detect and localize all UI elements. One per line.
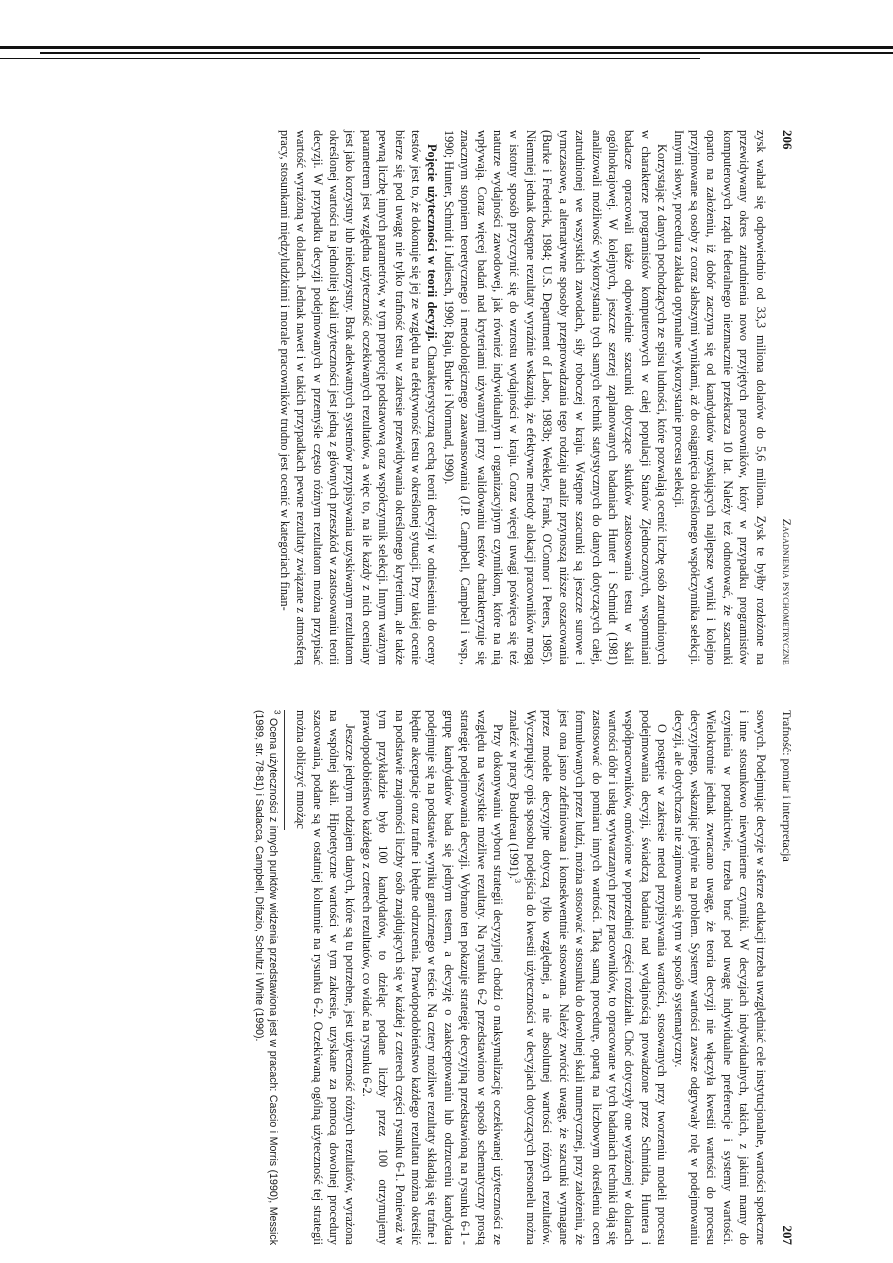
page-number: 206 [780, 130, 795, 150]
running-head: Trafność: pomiar i interpretacja [780, 710, 794, 862]
footnote: $^3$ Ocena użyteczności z innych punktów widzenia przedstawiona jest w pracach: Cascio i Morris (1990), Messick (1989, str. 78-81) i Sadacca, Campbell, Difazio, Schultz i White (1990). [252, 710, 282, 1245]
left-page [276, 130, 795, 665]
body-paragraph: Przy dokonywaniu wyboru strategii decyzyjnej chodzi o maksymalizację oczekiwanej użyteczności ze względu na wszystkie możliwe rezultaty. Na rysunku 6-2 przedstawiono w sposób schematyczny prostą strategię podejmowania decyzji. Wybrano ten pokazuje strategię decyzyjną przedstawioną na rysunku 6-1 - grupę kandydatów bada się jednym testem, a decyzję o zaakceptowaniu lub odrzuceniu kandydata podejmuje się na podstawie wyniku granicznego w teście. Na cztery możliwe rezultaty składają się trafne i błędne akceptacje oraz trafne i błędne odrzucenia. Prawdopodobieństwo każdego rezultatu można określić na podstawie znajomości liczby osób znajdujących się w każdej z czterech części rysunku 6-1. Ponieważ w tym przykładzie było 100 kandydatów, to dzieląc podane liczby przez 100 otrzymujemy prawdopodobieństwo każdego z czterech rezultatów, co widać na rysunku 6-2. [359, 710, 506, 1245]
right-page-header [779, 710, 795, 1245]
section-paragraph [276, 130, 440, 665]
left-page-header [779, 130, 795, 665]
running-head: Zagadnienia psychometryczne [780, 518, 794, 665]
page-number: 207 [780, 1225, 795, 1245]
footnote-marker: 3 [513, 879, 523, 884]
body-paragraph: Korzystając z danych pochodzących ze spisu ludności, które pozwalają ocenić liczbę osób zatrudnionych w charakterze programistów komputerowych w całej populacji Stanów Zjednoczonych, wspomniani badacze opracowali także odpowiednie szacunki dotyczące skutków zastosowania testu w skali ogólnokrajowej. W kolejnych, jeszcze szerzej zaplanowanych badaniach Hunter i Schmidt (1981) analizowali możliwość wykorzystania tych samych technik statystycznych do danych dotyczących całej, zatrudnionej we wszystkich zawodach, siły roboczej w kraju. Wstępne szacunki są jeszcze surowe i tymczasowe, a alternatywne sposoby przeprowadzania tego rodzaju analiz przynoszą niższe oszacowania (Burke i Frederick, 1984; U.S. Department of Labor, 1983b; Weekley, Frank, O'Connor i Peters, 1985). Niemniej jednak dostępne rezultaty wyraźnie wskazują, że efektywne metody alokacji pracowników mogą w istotny sposób przyczynić się do wzrostu wydajności w kraju. Coraz więcej uwagi poświęca się też naturze wydajności zawodowej, jak również indywidualnym i organizacyjnym czynnikom, które na nią wpływają. Coraz więcej badań nad kryteriami używanymi przy walidowaniu testów charakteryzuje się znacznym stopniem teoretycznego i metodologicznego zaawansowania (J.P. Campbell, Campbell i wsp., 1990; Hunter, Schmidt i Judiesch, 1990; Raju, Burke i Normand, 1990). [441, 130, 670, 665]
body-paragraph: zysk wahał się odpowiednio od 33,3 miliona dolarów do 5,6 miliona. Zysk te byłby rozłożone na przewidywany okres zatrudnienia nowo przyjętych pracowników, który w przypadku programistów komputerowych rządu federalnego niezmacznie przekracza 10 lat. Należy też odnotować, że szacunki oparto na założeniu, iż dobór zaczyna się od kandydatów uzyskujących najlepsze wyniki i kolejno przyjmowane są osoby z coraz słabszymi wynikami, aż do osiągnięcia określonego współczynnika selekcji. Innymi słowy, procedura zakłada optymalne wykorzystanie procesu selekcji. [671, 130, 768, 665]
right-page [252, 710, 795, 1245]
section-text: Charakterystyczną cechą teorii decyzji w odniesieniu do oceny testów jest to, że dokonuje się jej ze względu na efektywność testu w określonej sytuacji. Przy takiej ocenie bierze się pod uwagę nie tylko trafność testu w zakresie przewidywania określonego kryterium, ale także pewną liczbę innych parametrów, w tym proporcję podstawową oraz współczynnik selekcji. Innym ważnym parametrem jest względna użyteczność oczekiwanych rezultatów, a więc to, na ile każdy z nich oceniany jest jako korzystny lub niekorzystny. Brak adekwatnych systemów przypisywania uzyskiwanym rezultatom określonej wartości na jednolitej skali użyteczności jest jedną z głównych przeszkód w zastosowaniu teorii decyzji. W przypadku decyzji podejmowanych w przemyśle często różnym rezultatom można przypisać wartość wyrażoną w dolarach. Jednak nawet i w takich przypadkach pewne rezultaty związane z atmosferą pracy, stosunkami międzyludzkimi i morale pracowników trudno jest ocenić w kategoriach finan- [277, 130, 440, 666]
section-lead: Pojęcie użyteczności w teorii decyzji. [425, 144, 440, 342]
body-paragraph: Jeszcze jednym rodzajem danych, które są tu potrzebne, jest użyteczność różnych rezultatów, wyrażona na wspólnej skali. Hipotetyczne wartości w tym zakresie, uzyskane za pomocą dowolnej procedury szacowania, podane są w ostatniej kolumnie na rysunku 6-2. Oczekiwaną ogólną użyteczność tej strategii można obliczyć mnożąc [294, 710, 358, 1245]
body-paragraph: O postępie w zakresie metod przypisywania wartości, stosowanych przy tworzeniu modeli procesu podejmowania decyzji, świadczą badania nad wydajnością prowadzone przez Schmidta, Huntera i współpracowników, omówione w poprzedniej części rozdziału. Choć dotyczyły one wyrażonej w dolarach wartości dóbr i usług wytwarzanych przez pracowników, to opracowane w tych badaniach techniki dają się zastosować do pomiaru innych wartości. Taką samą procedurę, opartą na liczbowym określeniu ocen formułowanych przez ludzi, można stosować w stosunku do dowolnej skali numerycznej, przy założeniu, że jest ona jasno zdefiniowana i konsekwentnie stosowana. Należy zwrócić uwagę, że szacunki wymagane przez modele decyzyjne dotyczą tylko względnej, a nie absolutnej wartości różnych rezultatów. Wyczerpujący opis sposobu podejścia do kwestii użyteczności w decyzjach dotyczących personelu można znaleźć w pracy Boudreau (1991).$^3$ [507, 710, 670, 1245]
body-paragraph: sowych. Podejmując decyzje w sferze edukacji trzeba uwzględniać cele instytucjonalne, wartości społeczne i inne stosunkowo niewymierne czynniki. W decyzjach indywidualnych, takich, z jakimi mamy do czynienia w poradnictwie, trzeba brać pod uwagę indywidualne preferencje i systemy wartości. Wielokrotnie jednak zwracano uwagę, że teoria decyzji nie włączyła kwestii wartości do procesu decyzyjnego, wskazując jedynie na problem. Systemy wartości zawsze odgrywały rolę w podejmowaniu decyzji, ale dotychczas nie zajmowano się tym w sposób systematyczny. [671, 710, 768, 1245]
footnote-rule [284, 710, 285, 830]
